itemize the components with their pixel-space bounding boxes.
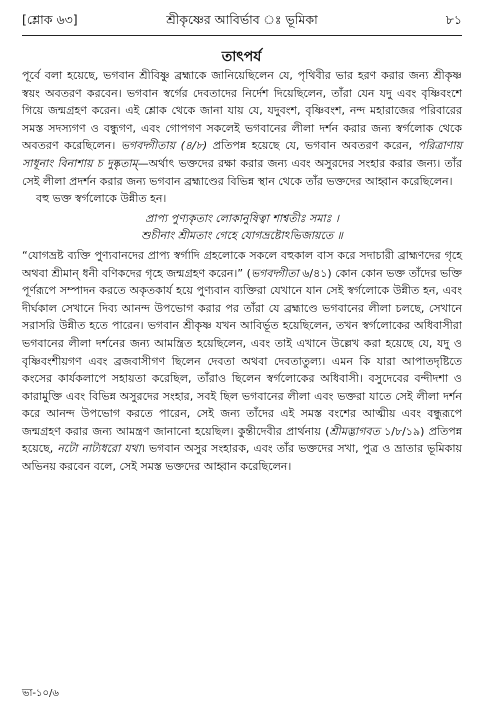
p1-citation: ভগবদ্গীতায় (৪/৮) — [120, 139, 208, 153]
paragraph-2: বহু ভক্ত স্বর্গলোকে উন্নীত হন। — [36, 192, 167, 206]
section-heading: তাৎপর্য — [221, 49, 262, 65]
p3-text-e: ১/৮/১৯) প্রতিপন্ন হয়েছে, — [22, 424, 463, 456]
p1-text-c: প্রতিপন্ন হয়েছে যে, ভগবান অবতরণ করেন, — [207, 139, 418, 153]
p3-sanskrit-quote: নটো নাট্যধরো যথা — [57, 442, 141, 456]
p1-text-a: পূর্বে বলা হয়েছে, ভগবান শ্রীবিষ্ণু ব্রহ্মাকে জানিয়েছিলেন যে, পৃথিবীর ভার হরণ করার জন্য শ্রীকৃষ্ণ স্বয়ং অবতরণ করবেন। ভগবান স্বর্গের দেবতাদের নির্দেশ দিয়েছিলেন, তাঁরা যেন যদু এবং বৃষ্ণিবংশে গিয়ে জন্মগ্রহণ করেন। এই শ্লোক থেকে জানা যায় যে, যদুবংশ, বৃষ্ণিবংশ, নন্দ মহারাজের পরিবারের সমস্ত সদস্যগণ ও বন্ধুগণ, এবং গোপগণ সকলেই ভগবানের লীলা দর্শন করার জন্য স্বর্গলোক থেকে অবতরণ করেছিলেন। — [22, 69, 462, 153]
page-header — [22, 12, 462, 32]
p3-text-a: “যোগভ্রষ্ট ব্যক্তি পুণ্যবানদের প্রাপ্য স্বর্গাদি গ্রহলোকে সকলে বহুকাল বাস করে সদাচারী ব্রাহ্মণদের গৃহে অথবা শ্রীমান্ ধনী বণিকদের গৃহে জন্মগ্রহণ করেন।” ( — [22, 248, 462, 280]
purport-body — [22, 67, 462, 476]
paragraph-1 — [22, 67, 462, 190]
verse-line-2: শুচীনাং শ্রীমতাং গেহে যোগভ্রষ্টোঽভিজায়তে ॥ — [141, 229, 343, 243]
p1-sanskrit-quote: পরিত্রাণায় সাধূনাং বিনাশায় চ দুষ্কৃতাম্ — [22, 139, 463, 170]
p3-text-c: ৬/৪১) কোন কোন ভক্ত তাঁদের ভক্তি পূর্ণরূপে সম্পাদন করতে অকৃতকার্য হয়ে পুণ্যবান ব্যক্তিরা যেখানে যান সেই স্বর্গলোকে উন্নীত হন, এবং দীর্ঘকাল সেখানে দিব্য আনন্দ উপভোগ করার পর তাঁরা যে ব্রহ্মাণ্ডে ভগবানের লীলা চলছে, সেখানে সরাসরি উন্নীত হতে পারেন। ভগবান শ্রীকৃষ্ণ যখন আবির্ভূত হয়েছিলেন, তখন স্বর্গলোকের অধিবাসীরা ভগবানের লীলা দর্শনের জন্য আমন্ত্রিত হয়েছিলেন, এবং তাই এখানে উল্লেখ করা হয়েছে যে, যদু ও বৃষ্ণিবংশীয়গণ এবং ব্রজবাসীগণ ছিলেন দেবতা অথবা দেবতাতুল্য। এমন কি যারা আপাতদৃষ্টিতে কংসের কার্যকলাপে সহায়তা করেছিল, তাঁরাও ছিলেন স্বর্গলোকের অধিবাসী। বসুদেবের বন্দীদশা ও কারামুক্তি এবং বিভিন্ন অসুরদের সংহার, সবই ছিল ভগবানের লীলা এবং ভক্তরা যাতে সেই লীলা দর্শন করে আনন্দ উপভোগ করতে পারেন, সেই জন্য তাঁদের এই সমস্ত বংশের আত্মীয় এবং বন্ধুরূপে জন্মগ্রহণ করার জন্য আমন্ত্রণ জানানো হয়েছিল। কুন্তীদেবীর প্রার্থনায় ( — [22, 266, 462, 438]
paragraph-3 — [22, 247, 462, 476]
p3-citation-gita: ভগবদ্গীতা — [250, 266, 299, 280]
sanskrit-verse — [22, 210, 462, 245]
verse-reference: [শ্লোক ৬৩] — [22, 12, 78, 27]
running-title: শ্রীকৃষ্ণের আবির্ভাব ঃ ভূমিকা — [166, 12, 318, 27]
p3-text-g: । ভগবান অসুর সংহারক, এবং তাঁর ভক্তদের সখা, পুত্র ও ভ্রাতার ভূমিকায় অভিনয় করবেন বলে, সেই সমস্ত ভক্তদের আহ্বান করেছিলেন। — [22, 442, 462, 474]
p3-citation-bhagavatam: শ্রীমদ্ভাগবত — [329, 424, 380, 438]
p1-text-e: —অর্থাৎ ভক্তদের রক্ষা করার জন্য এবং অসুরদের সংহার করার জন্য। তাঁর সেই লীলা প্রদর্শন করার জন্য ভগবান ব্রহ্মাণ্ডের বিভিন্ন স্থান থেকে তাঁর ভক্তদের আহ্বান করেছিলেন। — [22, 156, 462, 188]
verse-line-1: প্রাপ্য পুণ্যকৃতাং লোকানুষিত্বা শাশ্বতীঃ সমাঃ । — [145, 211, 339, 225]
page-number: ৮১ — [445, 12, 462, 27]
page-footer-signature: ভা-১০/৬ — [22, 688, 59, 699]
header-rule — [22, 35, 462, 36]
